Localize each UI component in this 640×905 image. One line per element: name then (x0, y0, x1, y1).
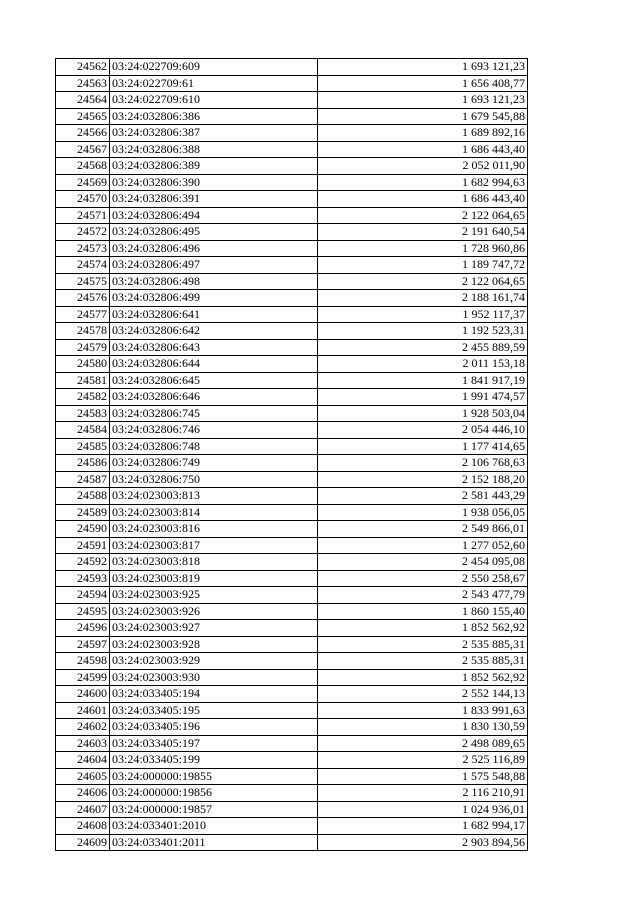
cadastral-number-cell: 03:24:032806:643 (110, 339, 318, 356)
cadastral-value-cell: 2 054 446,10 (318, 422, 528, 439)
row-number-cell: 24606 (56, 785, 110, 802)
table-row (56, 108, 528, 125)
table-row (56, 191, 528, 208)
cadastral-value-cell: 1 679 545,88 (318, 108, 528, 125)
row-number-cell: 24578 (56, 323, 110, 340)
cadastral-number-cell: 03:24:023003:928 (110, 636, 318, 653)
cadastral-value-cell: 1 689 892,16 (318, 125, 528, 142)
cadastral-number-cell: 03:24:032806:495 (110, 224, 318, 241)
row-number-cell: 24584 (56, 422, 110, 439)
table-row (56, 158, 528, 175)
table-row (56, 92, 528, 109)
row-number-cell: 24566 (56, 125, 110, 142)
cadastral-value-table (55, 58, 528, 851)
cadastral-value-cell: 2 535 885,31 (318, 636, 528, 653)
cadastral-value-cell: 1 277 052,60 (318, 537, 528, 554)
row-number-cell: 24608 (56, 818, 110, 835)
cadastral-value-cell: 1 860 155,40 (318, 603, 528, 620)
row-number-cell: 24570 (56, 191, 110, 208)
table-row (56, 488, 528, 505)
cadastral-value-cell: 2 122 064,65 (318, 207, 528, 224)
cadastral-value-cell: 2 581 443,29 (318, 488, 528, 505)
table-row (56, 455, 528, 472)
row-number-cell: 24563 (56, 75, 110, 92)
table-row (56, 356, 528, 373)
row-number-cell: 24565 (56, 108, 110, 125)
cadastral-value-cell: 1 656 408,77 (318, 75, 528, 92)
table-row (56, 554, 528, 571)
cadastral-value-cell: 1 728 960,86 (318, 240, 528, 257)
cadastral-number-cell: 03:24:023003:930 (110, 669, 318, 686)
row-number-cell: 24601 (56, 702, 110, 719)
cadastral-value-cell: 1 991 474,57 (318, 389, 528, 406)
row-number-cell: 24564 (56, 92, 110, 109)
cadastral-value-cell: 2 455 889,59 (318, 339, 528, 356)
cadastral-number-cell: 03:24:032806:499 (110, 290, 318, 307)
table-row (56, 306, 528, 323)
cadastral-number-cell: 03:24:032806:641 (110, 306, 318, 323)
cadastral-number-cell: 03:24:032806:497 (110, 257, 318, 274)
row-number-cell: 24596 (56, 620, 110, 637)
cadastral-number-cell: 03:24:023003:929 (110, 653, 318, 670)
table-row (56, 422, 528, 439)
table-row (56, 240, 528, 257)
table-row (56, 257, 528, 274)
cadastral-number-cell: 03:24:032806:645 (110, 372, 318, 389)
table-row (56, 719, 528, 736)
row-number-cell: 24583 (56, 405, 110, 422)
table-row (56, 59, 528, 76)
table-row (56, 504, 528, 521)
cadastral-number-cell: 03:24:023003:927 (110, 620, 318, 637)
row-number-cell: 24585 (56, 438, 110, 455)
row-number-cell: 24599 (56, 669, 110, 686)
cadastral-value-cell: 2 498 089,65 (318, 735, 528, 752)
cadastral-number-cell: 03:24:032806:388 (110, 141, 318, 158)
cadastral-value-cell: 2 903 894,56 (318, 834, 528, 851)
cadastral-value-cell: 2 191 640,54 (318, 224, 528, 241)
row-number-cell: 24598 (56, 653, 110, 670)
row-number-cell: 24575 (56, 273, 110, 290)
table-row (56, 785, 528, 802)
cadastral-number-cell: 03:24:033405:195 (110, 702, 318, 719)
table-row (56, 537, 528, 554)
row-number-cell: 24576 (56, 290, 110, 307)
cadastral-value-cell: 1 830 130,59 (318, 719, 528, 736)
cadastral-number-cell: 03:24:032806:646 (110, 389, 318, 406)
cadastral-value-cell: 1 852 562,92 (318, 620, 528, 637)
table-row (56, 818, 528, 835)
row-number-cell: 24580 (56, 356, 110, 373)
row-number-cell: 24582 (56, 389, 110, 406)
cadastral-value-cell: 2 116 210,91 (318, 785, 528, 802)
row-number-cell: 24593 (56, 570, 110, 587)
cadastral-value-cell: 2 106 768,63 (318, 455, 528, 472)
cadastral-number-cell: 03:24:033401:2010 (110, 818, 318, 835)
cadastral-value-cell: 2 152 188,20 (318, 471, 528, 488)
cadastral-number-cell: 03:24:023003:818 (110, 554, 318, 571)
row-number-cell: 24588 (56, 488, 110, 505)
row-number-cell: 24604 (56, 752, 110, 769)
row-number-cell: 24586 (56, 455, 110, 472)
cadastral-number-cell: 03:24:023003:816 (110, 521, 318, 538)
table-row (56, 801, 528, 818)
cadastral-value-cell: 1 928 503,04 (318, 405, 528, 422)
table-row (56, 290, 528, 307)
row-number-cell: 24591 (56, 537, 110, 554)
cadastral-value-cell: 1 189 747,72 (318, 257, 528, 274)
cadastral-value-cell: 1 024 936,01 (318, 801, 528, 818)
cadastral-value-cell: 1 177 414,65 (318, 438, 528, 455)
cadastral-number-cell: 03:24:032806:494 (110, 207, 318, 224)
cadastral-value-cell: 2 549 866,01 (318, 521, 528, 538)
cadastral-number-cell: 03:24:000000:19855 (110, 768, 318, 785)
row-number-cell: 24607 (56, 801, 110, 818)
table-row (56, 389, 528, 406)
table-row (56, 471, 528, 488)
row-number-cell: 24587 (56, 471, 110, 488)
cadastral-value-cell: 1 686 443,40 (318, 191, 528, 208)
cadastral-value-cell: 1 682 994,63 (318, 174, 528, 191)
cadastral-number-cell: 03:24:032806:748 (110, 438, 318, 455)
cadastral-value-cell: 1 841 917,19 (318, 372, 528, 389)
row-number-cell: 24592 (56, 554, 110, 571)
table-row (56, 207, 528, 224)
cadastral-value-cell: 1 852 562,92 (318, 669, 528, 686)
cadastral-value-cell: 2 550 258,67 (318, 570, 528, 587)
table-row (56, 735, 528, 752)
table-row (56, 702, 528, 719)
row-number-cell: 24602 (56, 719, 110, 736)
row-number-cell: 24609 (56, 834, 110, 851)
row-number-cell: 24574 (56, 257, 110, 274)
cadastral-number-cell: 03:24:032806:386 (110, 108, 318, 125)
cadastral-number-cell: 03:24:032806:644 (110, 356, 318, 373)
table-row (56, 224, 528, 241)
table-row (56, 372, 528, 389)
cadastral-number-cell: 03:24:032806:496 (110, 240, 318, 257)
table-row (56, 174, 528, 191)
table-row (56, 323, 528, 340)
cadastral-number-cell: 03:24:000000:19857 (110, 801, 318, 818)
row-number-cell: 24595 (56, 603, 110, 620)
cadastral-value-cell: 1 938 056,05 (318, 504, 528, 521)
cadastral-value-cell: 1 952 117,37 (318, 306, 528, 323)
row-number-cell: 24573 (56, 240, 110, 257)
cadastral-number-cell: 03:24:032806:745 (110, 405, 318, 422)
cadastral-number-cell: 03:24:033405:197 (110, 735, 318, 752)
cadastral-number-cell: 03:24:022709:609 (110, 59, 318, 76)
cadastral-value-cell: 1 575 548,88 (318, 768, 528, 785)
cadastral-value-cell: 1 693 121,23 (318, 59, 528, 76)
table-row (56, 686, 528, 703)
cadastral-number-cell: 03:24:032806:642 (110, 323, 318, 340)
row-number-cell: 24567 (56, 141, 110, 158)
cadastral-number-cell: 03:24:033405:196 (110, 719, 318, 736)
cadastral-value-cell: 2 543 477,79 (318, 587, 528, 604)
table-row (56, 587, 528, 604)
row-number-cell: 24603 (56, 735, 110, 752)
cadastral-number-cell: 03:24:032806:749 (110, 455, 318, 472)
table-row (56, 653, 528, 670)
row-number-cell: 24572 (56, 224, 110, 241)
table-row (56, 405, 528, 422)
cadastral-number-cell: 03:24:032806:498 (110, 273, 318, 290)
cadastral-number-cell: 03:24:032806:390 (110, 174, 318, 191)
cadastral-value-cell: 1 693 121,23 (318, 92, 528, 109)
table-row (56, 141, 528, 158)
row-number-cell: 24581 (56, 372, 110, 389)
row-number-cell: 24590 (56, 521, 110, 538)
cadastral-value-cell: 2 454 095,08 (318, 554, 528, 571)
cadastral-number-cell: 03:24:032806:389 (110, 158, 318, 175)
table-row (56, 603, 528, 620)
cadastral-value-cell: 1 833 991,63 (318, 702, 528, 719)
table-body (56, 59, 528, 851)
row-number-cell: 24568 (56, 158, 110, 175)
cadastral-number-cell: 03:24:000000:19856 (110, 785, 318, 802)
cadastral-value-cell: 1 686 443,40 (318, 141, 528, 158)
cadastral-number-cell: 03:24:033405:199 (110, 752, 318, 769)
table-row (56, 570, 528, 587)
row-number-cell: 24589 (56, 504, 110, 521)
cadastral-value-cell: 1 682 994,17 (318, 818, 528, 835)
cadastral-number-cell: 03:24:022709:610 (110, 92, 318, 109)
row-number-cell: 24600 (56, 686, 110, 703)
table-row (56, 834, 528, 851)
cadastral-value-cell: 2 535 885,31 (318, 653, 528, 670)
cadastral-number-cell: 03:24:023003:817 (110, 537, 318, 554)
table-row (56, 768, 528, 785)
cadastral-number-cell: 03:24:022709:61 (110, 75, 318, 92)
row-number-cell: 24571 (56, 207, 110, 224)
cadastral-value-cell: 2 122 064,65 (318, 273, 528, 290)
table-row (56, 438, 528, 455)
table-row (56, 521, 528, 538)
cadastral-number-cell: 03:24:032806:387 (110, 125, 318, 142)
cadastral-value-cell: 2 552 144,13 (318, 686, 528, 703)
cadastral-number-cell: 03:24:033401:2011 (110, 834, 318, 851)
table-row (56, 75, 528, 92)
table-row (56, 273, 528, 290)
cadastral-value-cell: 2 188 161,74 (318, 290, 528, 307)
row-number-cell: 24569 (56, 174, 110, 191)
row-number-cell: 24597 (56, 636, 110, 653)
cadastral-value-cell: 2 052 011,90 (318, 158, 528, 175)
cadastral-number-cell: 03:24:023003:925 (110, 587, 318, 604)
cadastral-number-cell: 03:24:033405:194 (110, 686, 318, 703)
table-row (56, 752, 528, 769)
table-row (56, 620, 528, 637)
cadastral-number-cell: 03:24:023003:814 (110, 504, 318, 521)
cadastral-value-cell: 2 525 116,89 (318, 752, 528, 769)
cadastral-value-cell: 2 011 153,18 (318, 356, 528, 373)
cadastral-number-cell: 03:24:023003:926 (110, 603, 318, 620)
table-row (56, 339, 528, 356)
table-row (56, 125, 528, 142)
cadastral-number-cell: 03:24:032806:391 (110, 191, 318, 208)
cadastral-value-cell: 1 192 523,31 (318, 323, 528, 340)
cadastral-number-cell: 03:24:023003:819 (110, 570, 318, 587)
cadastral-number-cell: 03:24:032806:746 (110, 422, 318, 439)
row-number-cell: 24577 (56, 306, 110, 323)
row-number-cell: 24594 (56, 587, 110, 604)
table-row (56, 636, 528, 653)
row-number-cell: 24579 (56, 339, 110, 356)
cadastral-number-cell: 03:24:023003:813 (110, 488, 318, 505)
row-number-cell: 24562 (56, 59, 110, 76)
cadastral-number-cell: 03:24:032806:750 (110, 471, 318, 488)
row-number-cell: 24605 (56, 768, 110, 785)
table-row (56, 669, 528, 686)
